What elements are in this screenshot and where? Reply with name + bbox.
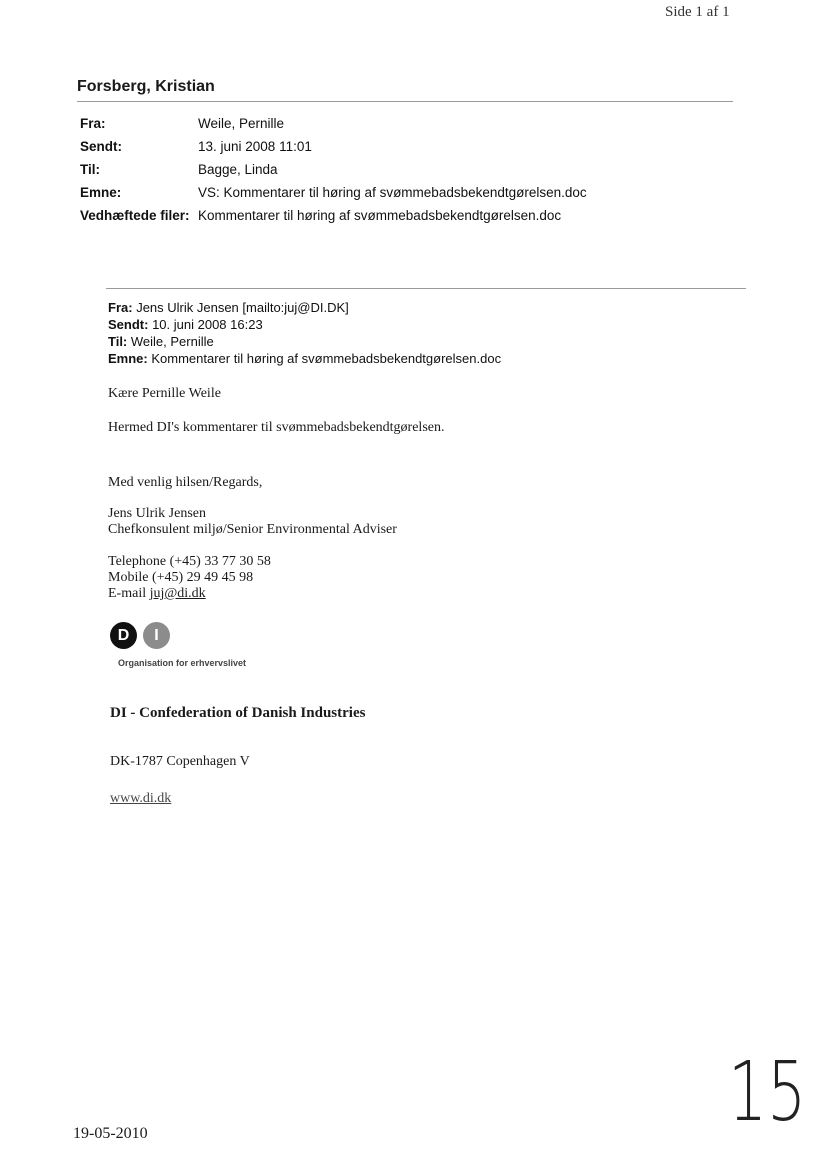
original-sent-value: 10. juni 2008 16:23 <box>152 317 263 332</box>
signature-telephone: Telephone (+45) 33 77 30 58 <box>108 554 271 569</box>
signature-mobile: Mobile (+45) 29 49 45 98 <box>108 570 254 585</box>
original-sent-label: Sendt: <box>108 317 149 332</box>
header-attachments-label: Vedhæftede filer: <box>80 208 190 223</box>
footer-date: 19-05-2010 <box>73 1125 148 1142</box>
page-title: Forsberg, Kristian <box>77 78 215 95</box>
original-to <box>108 334 214 351</box>
logo-tagline: Organisation for erhvervslivet <box>118 658 247 668</box>
original-subject-value: Kommentarer til høring af svømmebadsbekendtgørelsen.doc <box>151 351 502 366</box>
email-link[interactable]: juj@di.dk <box>149 586 206 601</box>
signature-email-line <box>108 586 206 602</box>
signature-email-prefix: E-mail <box>108 586 150 601</box>
title-divider <box>77 101 733 102</box>
header-subject-value: VS: Kommentarer til høring af svømmebadsbekendtgørelsen.doc <box>198 185 587 200</box>
closing: Med venlig hilsen/Regards, <box>108 475 263 490</box>
header-to-label: Til: <box>80 162 100 177</box>
original-from-label: Fra: <box>108 300 133 315</box>
org-name: DI - Confederation of Danish Industries <box>110 705 366 721</box>
signature-role: Chefkonsulent miljø/Senior Environmental Adviser <box>108 522 397 537</box>
website-link[interactable]: www.di.dk <box>110 791 172 806</box>
header-sent-label: Sendt: <box>80 139 122 154</box>
di-logo <box>110 622 170 649</box>
page-label: Side 1 af 1 <box>665 4 730 20</box>
original-from <box>108 300 349 317</box>
original-message-divider <box>106 288 746 289</box>
header-to-value: Bagge, Linda <box>198 162 278 177</box>
header-sent-value: 13. juni 2008 11:01 <box>198 139 312 154</box>
original-to-value: Weile, Pernille <box>130 334 214 349</box>
original-sent <box>108 317 263 334</box>
logo-circle-d: D <box>110 622 137 649</box>
org-address: DK-1787 Copenhagen V <box>110 754 250 769</box>
original-subject <box>108 351 501 368</box>
original-to-label: Til: <box>108 334 128 349</box>
original-from-value: Jens Ulrik Jensen [mailto:juj@DI.DK] <box>136 300 349 315</box>
header-from-label: Fra: <box>80 116 106 131</box>
logo-circle-i: I <box>143 622 170 649</box>
body-text: Hermed DI's kommentarer til svømmebadsbekendtgørelsen. <box>108 420 445 435</box>
header-from-value: Weile, Pernille <box>198 116 285 131</box>
greeting: Kære Pernille Weile <box>108 386 221 401</box>
signature-name: Jens Ulrik Jensen <box>108 506 206 521</box>
original-subject-label: Emne: <box>108 351 148 366</box>
attachment-link[interactable]: Kommentarer til høring af svømmebadsbekendtgørelsen.doc <box>198 208 562 223</box>
header-subject-label: Emne: <box>80 185 122 200</box>
handwritten-page-number: 15 <box>728 1045 807 1140</box>
